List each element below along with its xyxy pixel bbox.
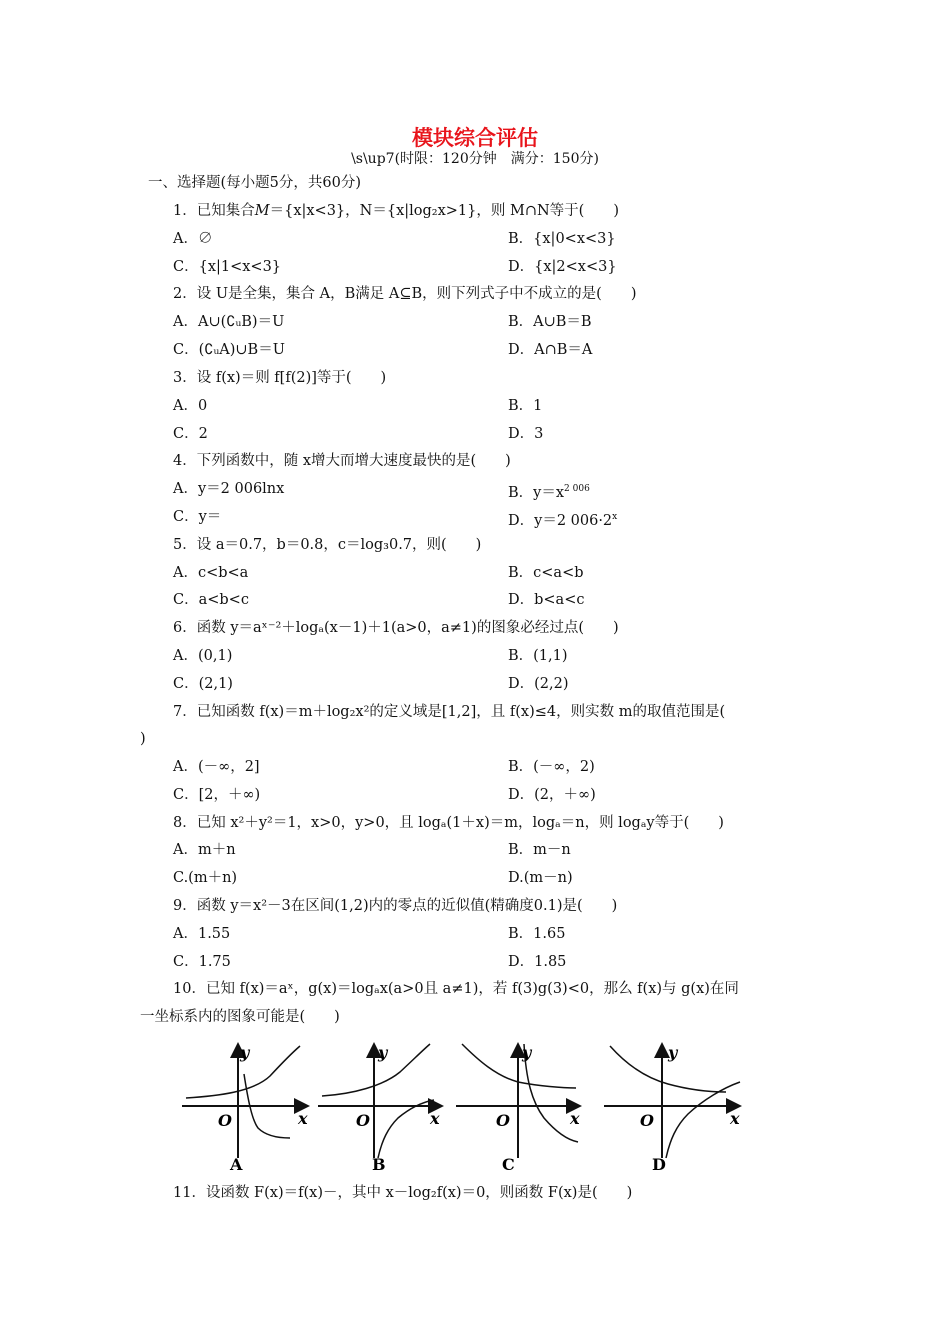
question-1-option-c: C．{x|1<x<3} xyxy=(173,259,282,275)
question-8-stem: 8．已知 x²＋y²＝1，x>0，y>0，且 logₐ(1＋x)＝m，logₐ＝n，则 logₐy等于( ) xyxy=(173,815,724,831)
graph-c xyxy=(456,1043,580,1174)
question-7-stem: 7．已知函数 f(x)＝m＋log₂x²的定义域是[1,2]，且 f(x)≤4，则实数 m的取值范围是( xyxy=(173,704,726,720)
question-2-option-d: D．A∩B＝A xyxy=(508,342,593,358)
question-3-option-a: A．0 xyxy=(173,398,208,414)
question-7-option-c: C．[2，＋∞) xyxy=(173,787,261,803)
section-heading: 一、选择题(每小题5分，共60分) xyxy=(148,175,361,191)
graph-b-label: B xyxy=(372,1155,386,1174)
question-10-stem-continued: 一坐标系内的图象可能是( ) xyxy=(140,1009,340,1025)
question-4-option-a: A．y＝2 006lnx xyxy=(173,481,285,497)
question-1-option-a: A．∅ xyxy=(173,231,213,247)
graph-c-x-label: x xyxy=(570,1109,580,1128)
graph-d-x-label: x xyxy=(730,1109,740,1128)
question-10-stem: 10．已知 f(x)＝aˣ，g(x)＝logₐx(a>0且 a≠1)，若 f(3)g(3)<0，那么 f(x)与 g(x)在同 xyxy=(173,981,739,997)
question-9-option-d: D．1.85 xyxy=(508,954,567,970)
question-10-graphs xyxy=(178,1040,748,1175)
graph-d-origin: O xyxy=(640,1111,654,1130)
question-7-option-a: A．(－∞，2] xyxy=(173,759,260,775)
question-4-option-d: D．y＝2 $006\cdot 2^x$ xyxy=(508,512,618,529)
page-subtitle: \s\up7(时限：120分钟 满分：150分) xyxy=(351,151,599,167)
question-6-option-d: D．(2,2) xyxy=(508,676,569,692)
question-8-option-b: B．m－n xyxy=(508,842,571,858)
graph-b xyxy=(318,1043,440,1174)
graph-a-origin: O xyxy=(218,1111,232,1130)
page-title: 模块综合评估 xyxy=(412,126,538,150)
graph-a-x-label: x xyxy=(298,1109,308,1128)
graph-c-label: C xyxy=(502,1155,515,1174)
question-8-option-c: C.(m＋n) xyxy=(173,870,238,886)
question-7-stem-continued: ) xyxy=(140,731,146,747)
question-6-option-a: A．(0,1) xyxy=(173,648,233,664)
question-3-option-d: D．3 xyxy=(508,426,544,442)
question-9-option-b: B．1.65 xyxy=(508,926,566,942)
question-9-stem: 9．函数 y＝x²－3在区间(1,2)内的零点的近似值(精确度0.1)是( ) xyxy=(173,898,618,914)
question-1-stem: 1．已知集合M＝{x|x<3}，N＝{x|log₂x>1}，则 M∩N等于( ) xyxy=(173,203,619,219)
question-2-option-c: C．(∁ᵤA)∪B＝U xyxy=(173,342,285,358)
graph-a-label: A xyxy=(230,1155,243,1174)
graph-b-y-label: y xyxy=(378,1043,388,1062)
question-6-stem: 6．函数 y＝aˣ⁻²＋logₐ(x－1)＋1(a>0，a≠1)的图象必经过点( ) xyxy=(173,620,619,636)
question-4-option-c: C．y＝ xyxy=(173,509,222,525)
question-9-option-a: A．1.55 xyxy=(173,926,231,942)
question-2-option-a: A．A∪(∁ᵤB)＝U xyxy=(173,314,285,330)
question-2-stem: 2．设 U是全集，集合 A，B满足 A⊆B，则下列式子中不成立的是( ) xyxy=(173,286,637,302)
question-7-option-d: D．(2，＋∞) xyxy=(508,787,596,803)
graph-b-x-label: x xyxy=(430,1109,440,1128)
question-3-option-b: B．1 xyxy=(508,398,543,414)
question-6-option-c: C．(2,1) xyxy=(173,676,233,692)
graph-a xyxy=(182,1043,308,1174)
question-8-option-d: D.(m－n) xyxy=(508,870,573,886)
graph-d-label: D xyxy=(652,1155,666,1174)
question-5-option-d: D．b<a<c xyxy=(508,592,585,608)
question-7-option-b: B．(－∞，2) xyxy=(508,759,595,775)
graph-d xyxy=(604,1043,740,1174)
question-2-option-b: B．A∪B＝B xyxy=(508,314,592,330)
question-5-option-c: C．a<b<c xyxy=(173,592,249,608)
graph-b-origin: O xyxy=(356,1111,370,1130)
question-1-option-b: B．{x|0<x<3} xyxy=(508,231,616,247)
question-9-option-c: C．1.75 xyxy=(173,954,231,970)
question-4-stem: 4．下列函数中，随 x增大而增大速度最快的是( ) xyxy=(173,453,511,469)
question-1-option-d: D．{x|2<x<3} xyxy=(508,259,617,275)
question-3-option-c: C．2 xyxy=(173,426,208,442)
question-4-option-b: B．$y=x^{2 006}$ xyxy=(508,484,590,501)
question-5-stem: 5．设 a＝0.7，b＝0.8，c＝log₃0.7，则( ) xyxy=(173,537,482,553)
question-11-stem: 11．设函数 F(x)＝f(x)－，其中 x－log₂f(x)＝0，则函数 F(x)是( ) xyxy=(173,1185,633,1201)
graph-d-y-label: y xyxy=(668,1043,678,1062)
graph-a-y-label: y xyxy=(240,1043,250,1062)
graph-c-origin: O xyxy=(496,1111,510,1130)
question-5-option-b: B．c<a<b xyxy=(508,565,584,581)
question-5-option-a: A．c<b<a xyxy=(173,565,249,581)
question-8-option-a: A．m＋n xyxy=(173,842,236,858)
question-3-stem: 3．设 f(x)＝则 f[f(2)]等于( ) xyxy=(173,370,387,386)
question-6-option-b: B．(1,1) xyxy=(508,648,568,664)
graph-c-y-label: y xyxy=(522,1043,532,1062)
